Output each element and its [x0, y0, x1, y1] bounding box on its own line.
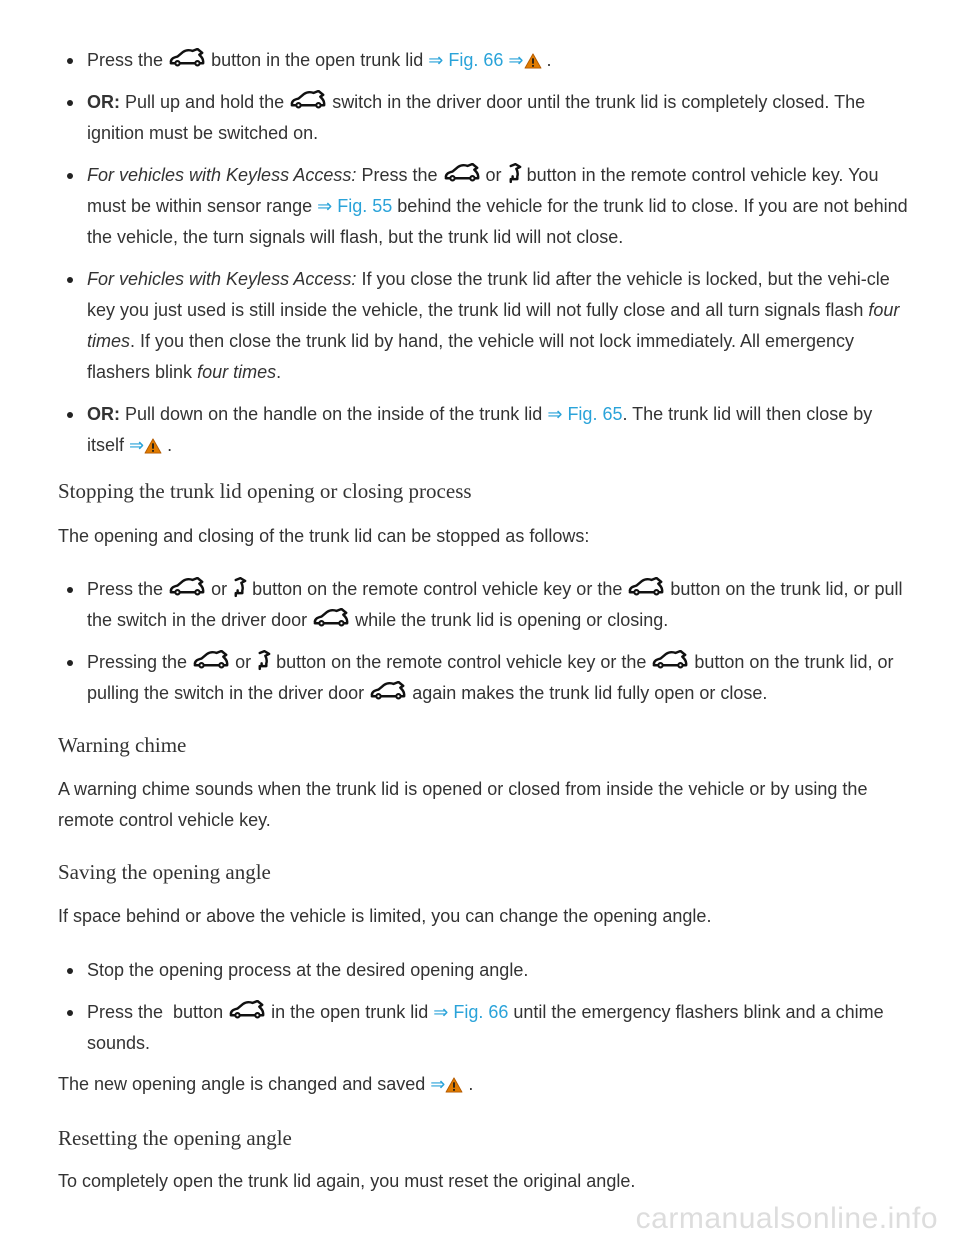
fig-link[interactable]: ⇒ Fig. 55	[317, 196, 393, 216]
section-text: To completely open the trunk lid again, you must reset the original angle.	[58, 1171, 636, 1191]
section-heading-chime: Warning chime	[58, 733, 187, 757]
list-item: Pressing the or button on the remote control vehicle key or the button on the trunk lid, or pulling the switch in the driver door again makes the trunk lid fully open or close.	[0, 647, 960, 709]
warning-link[interactable]: ⇒	[129, 435, 162, 455]
trunk-car-icon	[443, 163, 481, 184]
section-heading-stopping: Stopping the trunk lid opening or closing process	[58, 479, 472, 503]
trunk-car-icon	[168, 48, 206, 69]
section-intro: If space behind or above the vehicle is limited, you can change the opening angle.	[58, 906, 712, 926]
list-item: For vehicles with Keyless Access: Press the or button in the remote control vehicle key. You must be within sensor range ⇒ Fig. 55 behind the vehicle for the trunk lid to close. If you are not behind the vehicle, the turn signals will flash, but the trunk lid will not close.	[0, 160, 960, 253]
trunk-car-icon	[312, 608, 350, 629]
trunk-car-icon	[168, 577, 206, 598]
trunk-car-icon	[627, 577, 665, 598]
trunk-car-icon	[228, 1000, 266, 1021]
fig-link[interactable]: ⇒ Fig. 65	[547, 404, 623, 424]
warning-link[interactable]: ⇒	[430, 1074, 463, 1094]
key-trunk-icon	[232, 577, 247, 598]
section-intro: The opening and closing of the trunk lid can be stopped as follows:	[58, 526, 590, 546]
fig-link[interactable]: ⇒ Fig. 66	[433, 1002, 509, 1022]
list-item: For vehicles with Keyless Access: If you close the trunk lid after the vehicle is locked, but the vehi-cle key you just used is still inside the vehicle, the trunk lid will not fully close and all turn signals flash four times. If you then close the trunk lid by hand, the vehicle will not lock immediately. All emergency flashers blink four times.	[0, 264, 960, 388]
trunk-car-icon	[289, 90, 327, 111]
section-heading-resetting: Resetting the opening angle	[58, 1126, 292, 1150]
section-heading-saving: Saving the opening angle	[58, 860, 271, 884]
section-text: A warning chime sounds when the trunk lid is opened or closed from inside the vehicle or by using the remote control vehicle key.	[58, 779, 868, 830]
warning-triangle-icon	[524, 53, 542, 69]
list-item: Stop the opening process at the desired opening angle.	[0, 955, 960, 986]
key-trunk-icon	[507, 163, 522, 184]
list-item: Press the or button on the remote control vehicle key or the button on the trunk lid, or pull the switch in the driver door while the trunk lid is opening or closing.	[0, 574, 960, 636]
list-item: Press the button in the open trunk lid ⇒ Fig. 66 until the emergency flashers blink and a chime sounds.	[0, 997, 960, 1059]
list-item: OR: Pull up and hold the switch in the driver door until the trunk lid is completely closed. The ignition must be switched on.	[0, 87, 960, 149]
trunk-car-icon	[651, 650, 689, 671]
warning-link[interactable]: ⇒	[508, 50, 541, 70]
key-trunk-icon	[256, 650, 271, 671]
list-item: Press the button in the open trunk lid ⇒ Fig. 66 ⇒ .	[0, 45, 960, 76]
list-item: OR: Pull down on the handle on the inside of the trunk lid ⇒ Fig. 65. The trunk lid will then close by itself ⇒ .	[0, 399, 960, 461]
section-outro: The new opening angle is changed and saved ⇒ .	[58, 1074, 474, 1094]
warning-triangle-icon	[445, 1077, 463, 1093]
fig-link[interactable]: ⇒ Fig. 66	[428, 50, 504, 70]
watermark: carmanualsonline.info	[635, 1202, 938, 1235]
instruction-list-stopping	[0, 574, 960, 720]
instruction-list-1	[0, 45, 960, 472]
instruction-list-saving	[0, 955, 960, 1070]
trunk-car-icon	[369, 681, 407, 702]
warning-triangle-icon	[144, 438, 162, 454]
trunk-car-icon	[192, 650, 230, 671]
